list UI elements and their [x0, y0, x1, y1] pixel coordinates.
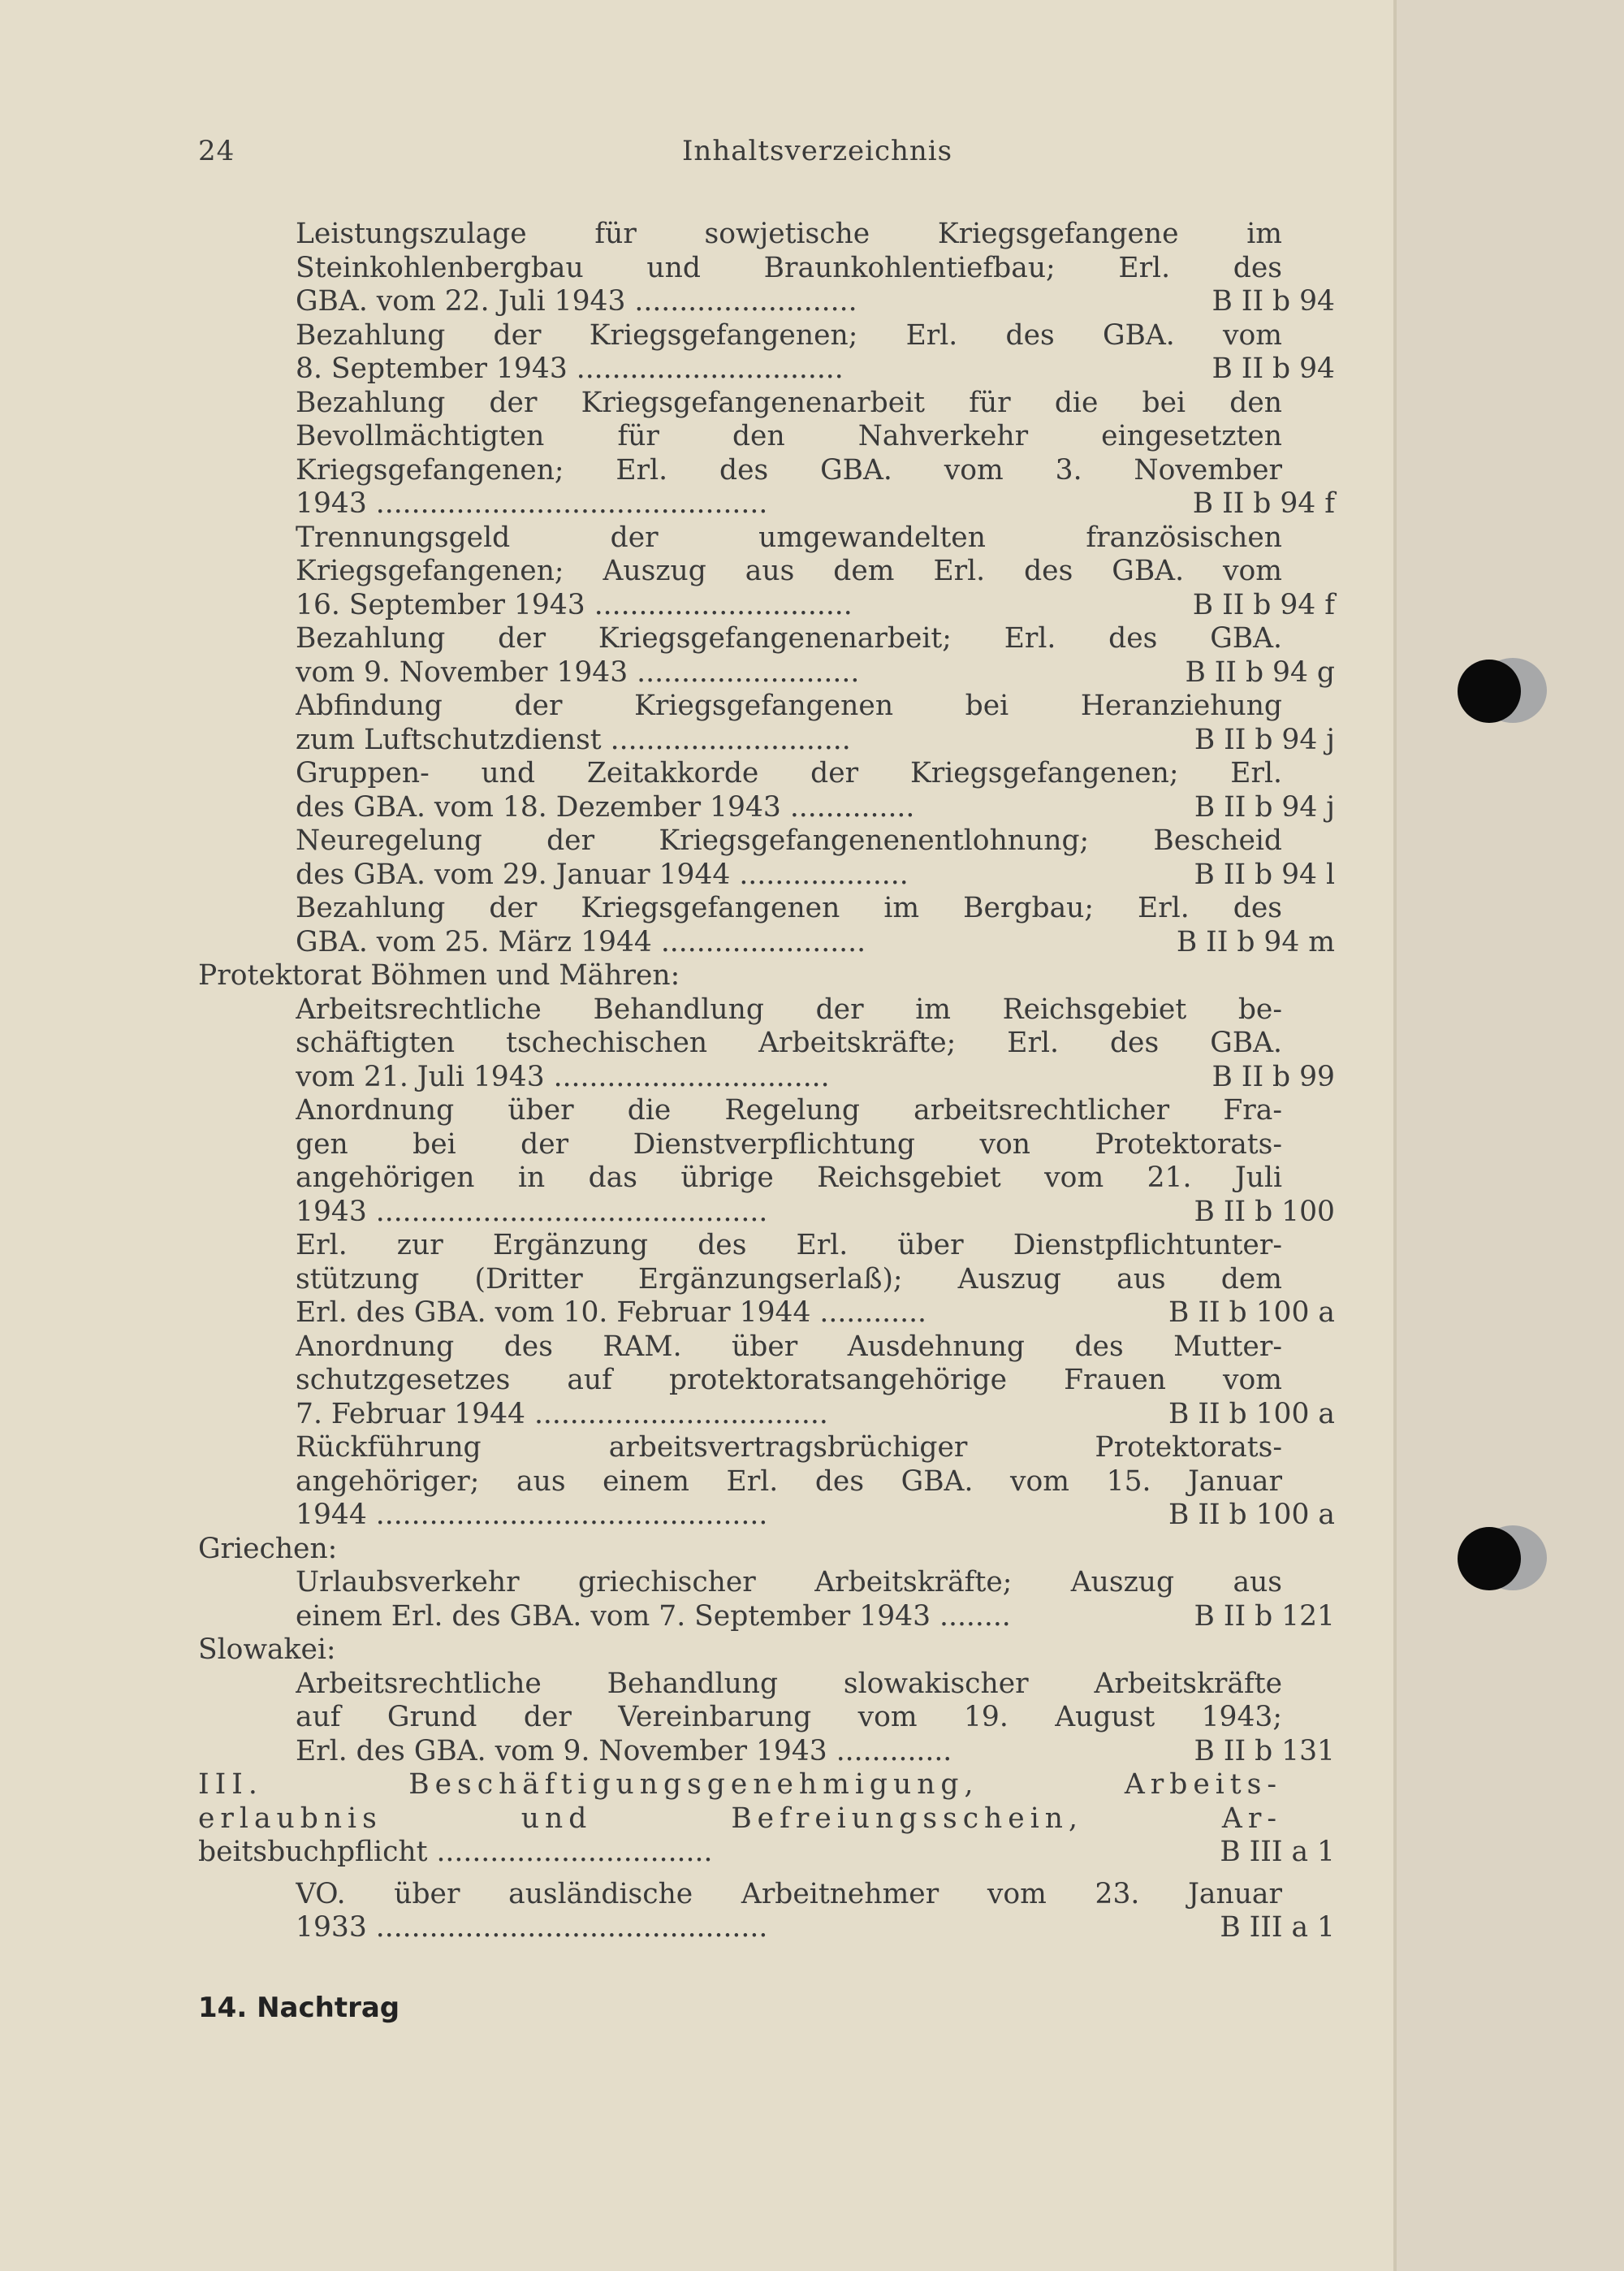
toc-reference: B II b 100 a [1168, 1397, 1335, 1430]
toc-entry-line: angehörigen in das übrige Reichsgebiet vom 21. Juli [296, 1161, 1282, 1194]
running-title: Inhaltsverzeichnis [682, 135, 953, 167]
toc-reference: B II b 99 [1212, 1060, 1335, 1093]
toc-entry-line: vom 21. Juli 1943 ............................... [296, 1060, 830, 1093]
toc-entry-line: 1943 ............................................ [296, 487, 768, 520]
toc-section [198, 1768, 1335, 1870]
toc-entry [198, 1566, 1335, 1633]
page-number: 24 [198, 135, 235, 167]
toc-entry [198, 319, 1335, 387]
toc-entry-line: stützung (Dritter Ergänzungserlaß); Auszug aus dem [296, 1262, 1282, 1296]
supplement-label: 14. Nachtrag [198, 1992, 400, 2024]
toc-entry-line: 7. Februar 1944 ................................. [296, 1397, 828, 1430]
toc-reference: B II b 121 [1194, 1599, 1335, 1633]
toc-section-title-line: III. Beschäftigungsgenehmigung, Arbeits- [198, 1768, 1282, 1801]
toc-entry [198, 824, 1335, 892]
toc-group-heading: Slowakei: [198, 1633, 336, 1666]
toc-entry-line: vom 9. November 1943 ......................... [296, 655, 860, 689]
toc-reference: B II b 94 f [1192, 588, 1335, 621]
toc-entry-line: des GBA. vom 18. Dezember 1943 .............. [296, 790, 915, 824]
toc-reference: B III a 1 [1220, 1836, 1335, 1868]
toc-reference: B II b 94 g [1185, 655, 1335, 689]
toc-entry-line: Steinkohlenbergbau und Braunkohlentiefbau; Erl. des [296, 251, 1282, 284]
toc-entry-line: Anordnung des RAM. über Ausdehnung des Mutter- [296, 1330, 1282, 1363]
toc-group-heading: Griechen: [198, 1532, 338, 1565]
toc-entry [198, 387, 1335, 521]
toc-entry-line: Erl. des GBA. vom 9. November 1943 ............. [296, 1734, 952, 1767]
toc-entry-line: 8. September 1943 .............................. [296, 353, 844, 385]
toc-entry-line: Erl. zur Ergänzung des Erl. über Dienstpflichtunter- [296, 1229, 1282, 1261]
toc-entry [198, 218, 1335, 319]
toc-entry-line: des GBA. vom 29. Januar 1944 ................... [296, 858, 909, 891]
toc-entry-line: GBA. vom 22. Juli 1943 ......................... [296, 285, 857, 318]
toc-entry [198, 1330, 1335, 1432]
page-header [198, 135, 1091, 184]
toc-entry-line: Bevollmächtigten für den Nahverkehr eingesetzten [296, 420, 1282, 452]
toc-entry-line: Leistungszulage für sowjetische Kriegsgefangene im [296, 218, 1282, 250]
toc-entry-line: Trennungsgeld der umgewandelten französischen [296, 521, 1282, 554]
toc-entry-line: schäftigten tschechischen Arbeitskräfte; Erl. des GBA. [296, 1027, 1282, 1059]
toc-entry-line: VO. über ausländische Arbeitnehmer vom 23. Januar [296, 1877, 1282, 1910]
toc-section-title-line: erlaubnis und Befreiungsschein, Ar- [198, 1802, 1282, 1835]
binder-background [1397, 0, 1624, 2271]
toc-entry-line: gen bei der Dienstverpflichtung von Protektorats- [296, 1127, 1282, 1161]
toc-entry-line: schutzgesetzes auf protektoratsangehörige Frauen vom [296, 1364, 1282, 1396]
toc-reference: B II b 100 [1194, 1195, 1335, 1228]
toc-entry [198, 1094, 1335, 1229]
toc-entry [198, 690, 1335, 757]
toc-entry [198, 622, 1335, 690]
toc-entry [198, 1668, 1335, 1769]
toc-entry-line: 1944 ............................................ [296, 1499, 768, 1531]
toc-entry [198, 757, 1335, 824]
toc-entry [198, 892, 1335, 959]
toc-entry-line: Bezahlung der Kriegsgefangenen; Erl. des GBA. vom [296, 318, 1282, 352]
toc-reference: B II b 94 l [1194, 858, 1335, 891]
toc-reference: B II b 100 a [1168, 1296, 1335, 1329]
toc-entry [198, 1431, 1335, 1533]
toc-entry [198, 1878, 1335, 1945]
table-of-contents [198, 218, 1335, 1945]
toc-entry-line: Bezahlung der Kriegsgefangenen im Bergbau; Erl. des [296, 892, 1282, 924]
toc-entry-line: Gruppen- und Zeitakkorde der Kriegsgefangenen; Erl. [296, 757, 1282, 789]
toc-reference: B II b 94 f [1192, 487, 1335, 520]
toc-reference: B II b 100 a [1168, 1499, 1335, 1531]
toc-entry-line: 16. September 1943 ............................. [296, 588, 853, 621]
toc-reference: B II b 131 [1194, 1734, 1335, 1767]
toc-entry-line: Neuregelung der Kriegsgefangenenentlohnung; Bescheid [296, 824, 1282, 857]
toc-entry-line: Anordnung über die Regelung arbeitsrechtlicher Fra- [296, 1094, 1282, 1127]
toc-entry [198, 1229, 1335, 1330]
toc-entry-line: Urlaubsverkehr griechischer Arbeitskräfte; Auszug aus [296, 1566, 1282, 1598]
toc-reference: B II b 94 j [1194, 790, 1335, 824]
toc-group-heading: Protektorat Böhmen und Mähren: [198, 959, 680, 992]
toc-reference: B II b 94 j [1194, 723, 1335, 756]
toc-entry-line: Abfindung der Kriegsgefangenen bei Heranziehung [296, 690, 1282, 722]
toc-reference: B II b 94 [1212, 285, 1335, 318]
toc-entry-line: 1933 ............................................ [296, 1911, 768, 1944]
toc-entry-line: zum Luftschutzdienst ........................... [296, 723, 851, 756]
toc-reference: B II b 94 m [1176, 925, 1335, 958]
toc-entry-line: Bezahlung der Kriegsgefangenenarbeit für die bei den [296, 386, 1282, 419]
toc-reference: B III a 1 [1220, 1911, 1335, 1944]
toc-entry-line: Arbeitsrechtliche Behandlung der im Reichsgebiet be- [296, 993, 1282, 1026]
toc-entry-line: Arbeitsrechtliche Behandlung slowakischer Arbeitskräfte [296, 1667, 1282, 1700]
toc-entry-line: GBA. vom 25. März 1944 ....................... [296, 925, 866, 958]
toc-entry-line: Kriegsgefangenen; Auszug aus dem Erl. des GBA. vom [296, 555, 1282, 587]
toc-entry-line: auf Grund der Vereinbarung vom 19. August 1943; [296, 1701, 1282, 1733]
toc-entry-line: einem Erl. des GBA. vom 7. September 1943 ........ [296, 1599, 1011, 1633]
toc-entry-line: angehöriger; aus einem Erl. des GBA. vom 15. Januar [296, 1464, 1282, 1498]
toc-entry-line: Bezahlung der Kriegsgefangenenarbeit; Erl. des GBA. [296, 622, 1282, 655]
toc-entry [198, 521, 1335, 623]
toc-reference: B II b 94 [1212, 353, 1335, 385]
toc-entry-line: Kriegsgefangenen; Erl. des GBA. vom 3. November [296, 453, 1282, 487]
toc-entry [198, 993, 1335, 1095]
toc-entry-line: 1943 ............................................ [296, 1195, 768, 1228]
toc-entry-line: Erl. des GBA. vom 10. Februar 1944 ............ [296, 1296, 927, 1329]
toc-section-title-line: beitsbuchpflicht ............................... [198, 1836, 713, 1868]
toc-entry-line: Rückführung arbeitsvertragsbrüchiger Protektorats- [296, 1431, 1282, 1464]
